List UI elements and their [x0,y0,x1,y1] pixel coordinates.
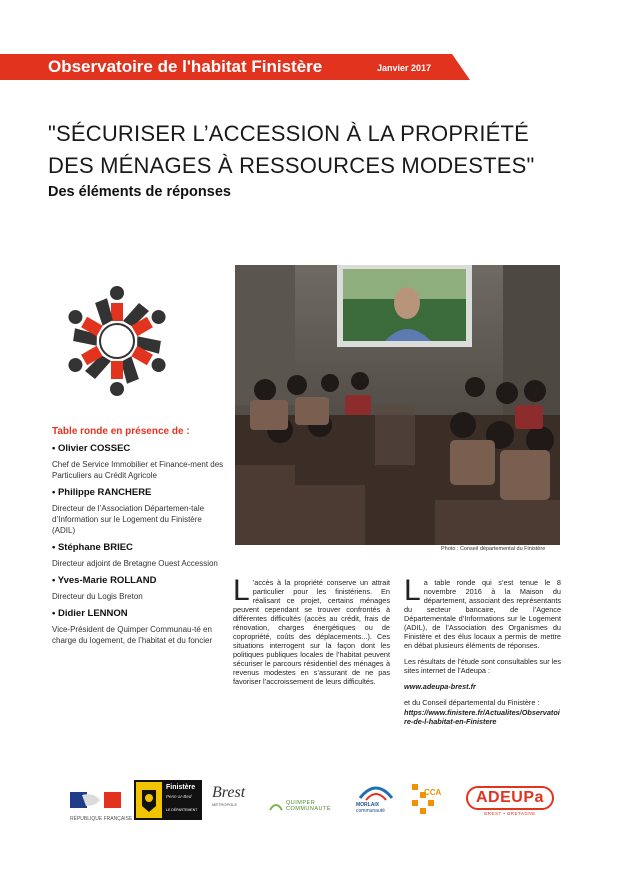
finistere-link[interactable]: https://www.finistere.fr/Actualites/Observatoire-de-l-habitat-en-Finistere [404,708,560,726]
dropcap: L [233,574,250,607]
adeupa-label: ADEUPa [466,786,554,810]
participant-name: • Didier LENNON [52,608,128,619]
body-column-2 [404,574,561,733]
finistere-label: Finistère [166,784,196,791]
finistere-sublabel: Penn-ar-Bed [166,794,192,799]
partner-logos [70,780,590,830]
results-paragraph: Les résultats de l’étude sont consultables sur les sites internet de l’Adeupa : [404,657,561,675]
roundtable-text: a table ronde qui s’est tenue le 8 novembre 2016 à la Maison du département, associant des représentants du secteur bancaire, de l’Agence Départementale d’Informations sur le Logement (ADIL), de l’Association des Organismes du Finistère et des élus locaux a permis de mettre en débat plusieurs éléments de réponses. [404,578,561,650]
headline-line-2: DES MÉNAGES À RESSOURCES MODESTES" [48,153,535,178]
intro-text: ’accès à la propriété conserve un attrait particulier pour les finistériens. En réalisant ce projet, certains ménages peuvent cependant se trouver confrontés à différentes difficultés (accès au crédit, frais de rénovation, charges énergétiques ou de copropriété, coûts des déplacements...). Ces situations interrogent sur la façon dont les politiques publiques locales de l’habitat peuvent sécuriser le parcours résidentiel des ménages à revenus modestes en s’assurant de ne pas favoriser l’accroissement de leurs difficultés. [233,578,390,686]
photo-credit: Photo : Conseil départemental du Finistère [441,546,546,552]
header-banner [0,54,470,80]
adeupa-sublabel: BREST • BRETAGNE [484,811,536,816]
finistere-departement: LE DÉPARTEMENT [166,808,198,812]
headline-line-1: "SÉCURISER L’ACCESSION À LA PROPRIÉTÉ [48,121,530,146]
roundtable-paragraph [404,574,561,650]
brest-label: Brest [212,784,246,801]
conseil-paragraph [404,698,561,707]
participant-name: • Stéphane BRIEC [52,542,133,553]
participant [52,487,227,536]
roundtable-participants [52,426,227,650]
adeupa-link[interactable]: www.adeupa-brest.fr [404,682,476,691]
marianne-label: RÉPUBLIQUE FRANÇAISE [70,816,133,822]
roundtable-logo-icon [52,280,182,402]
participant [52,575,227,602]
participant-name: • Olivier COSSEC [52,443,131,454]
participant-role: Directeur de l’Association Départemen-tale d’Information sur le Logement du Finistère (ADIL) [52,504,205,535]
dropcap: L [404,574,421,607]
participant-name: • Philippe RANCHERE [52,487,152,498]
cca-icon [412,784,446,814]
roundtable-heading: Table ronde en présence de : [52,426,190,437]
conseil-text: et du Conseil départemental du Finistère : [404,698,540,707]
participant [52,443,227,481]
participant [52,542,227,569]
adeupa-icon [466,786,554,816]
intro-paragraph [233,574,390,686]
quimper-label: QUIMPER [286,800,316,806]
morlaix-icon [356,782,396,814]
participant-role: Directeur adjoint de Bretagne Ouest Accession [52,559,218,568]
participant-role: Chef de Service Immobilier et Finance-ment des Particuliers au Crédit Agricole [52,460,224,480]
participant [52,608,227,646]
body-column-1 [233,574,390,693]
participant-name: • Yves-Marie ROLLAND [52,575,157,586]
brest-icon [212,784,245,807]
morlaix-sublabel: communauté [356,808,385,814]
brest-sublabel: MÉTROPOLE [212,802,238,807]
conference-photo [235,265,560,545]
finistere-icon [134,780,202,820]
publication-date: Janvier 2017 [377,63,432,73]
subtitle: Des éléments de réponses [48,184,231,200]
quimper-icon [270,800,331,812]
main-headline [48,118,608,182]
cca-label: CCA [424,788,442,797]
participant-role: Directeur du Logis Breton [52,592,143,601]
participant-role: Vice-Président de Quimper Communau-té en charge du logement, de l’habitat et du foncier [52,625,213,645]
publication-title: Observatoire de l'habitat Finistère [48,57,323,76]
quimper-sublabel: COMMUNAUTÉ [286,806,332,812]
morlaix-label: MORLAIX [356,802,380,808]
marianne-icon [70,792,132,822]
